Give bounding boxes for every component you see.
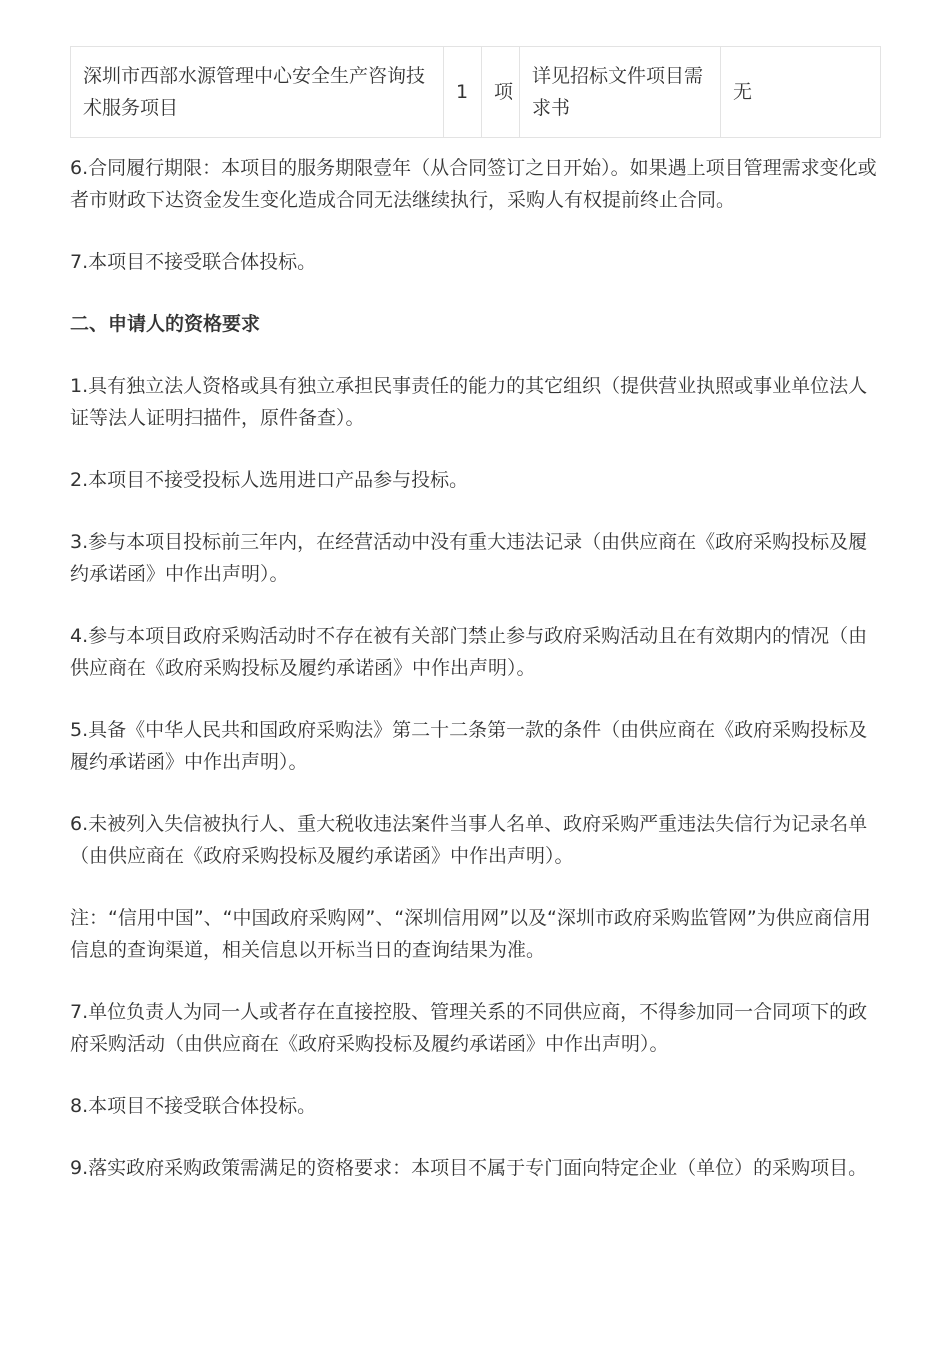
no-consortium-paragraph: 7.本项目不接受联合体投标。 xyxy=(70,251,317,273)
requirement-4: 4.参与本项目政府采购活动时不存在被有关部门禁止参与政府采购活动且在有效期内的情况（由供应商在《政府采购投标及履约承诺函》中作出声明）。 xyxy=(70,625,868,679)
document-page xyxy=(70,46,881,1184)
item-note-cell: 无 xyxy=(721,47,881,138)
requirement-3: 3.参与本项目投标前三年内，在经营活动中没有重大违法记录（由供应商在《政府采购投标及履约承诺函》中作出声明）。 xyxy=(70,531,868,585)
table-row xyxy=(71,47,881,138)
credit-note: 注：“信用中国”、“中国政府采购网”、“深圳信用网”以及“深圳市政府采购监管网”为供应商信用信息的查询渠道，相关信息以开标当日的查询结果为准。 xyxy=(70,907,871,961)
item-unit-cell: 项 xyxy=(482,47,520,138)
requirement-8: 8.本项目不接受联合体投标。 xyxy=(70,1095,317,1117)
requirement-7: 7.单位负责人为同一人或者存在直接控股、管理关系的不同供应商，不得参加同一合同项下的政府采购活动（由供应商在《政府采购投标及履约承诺函》中作出声明）。 xyxy=(70,1001,868,1055)
requirement-1: 1.具有独立法人资格或具有独立承担民事责任的能力的其它组织（提供营业执照或事业单位法人证等法人证明扫描件，原件备查）。 xyxy=(70,375,868,429)
requirement-2: 2.本项目不接受投标人选用进口产品参与投标。 xyxy=(70,469,469,491)
requirement-5: 5.具备《中华人民共和国政府采购法》第二十二条第一款的条件（由供应商在《政府采购投标及履约承诺函》中作出声明）。 xyxy=(70,719,868,773)
section-heading: 二、申请人的资格要求 xyxy=(70,313,261,335)
requirement-9: 9.落实政府采购政策需满足的资格要求：本项目不属于专门面向特定企业（单位）的采购项目。 xyxy=(70,1157,868,1179)
item-name-cell: 深圳市西部水源管理中心安全生产咨询技术服务项目 xyxy=(71,47,444,138)
procurement-items-table xyxy=(70,46,881,138)
item-description-cell: 详见招标文件项目需求书 xyxy=(520,47,721,138)
item-quantity-cell: 1 xyxy=(444,47,482,138)
contract-term-paragraph: 6.合同履行期限：本项目的服务期限壹年（从合同签订之日开始）。如果遇上项目管理需求变化或者市财政下达资金发生变化造成合同无法继续执行，采购人有权提前终止合同。 xyxy=(70,157,877,211)
requirement-6: 6.未被列入失信被执行人、重大税收违法案件当事人名单、政府采购严重违法失信行为记录名单（由供应商在《政府采购投标及履约承诺函》中作出声明）。 xyxy=(70,813,868,867)
